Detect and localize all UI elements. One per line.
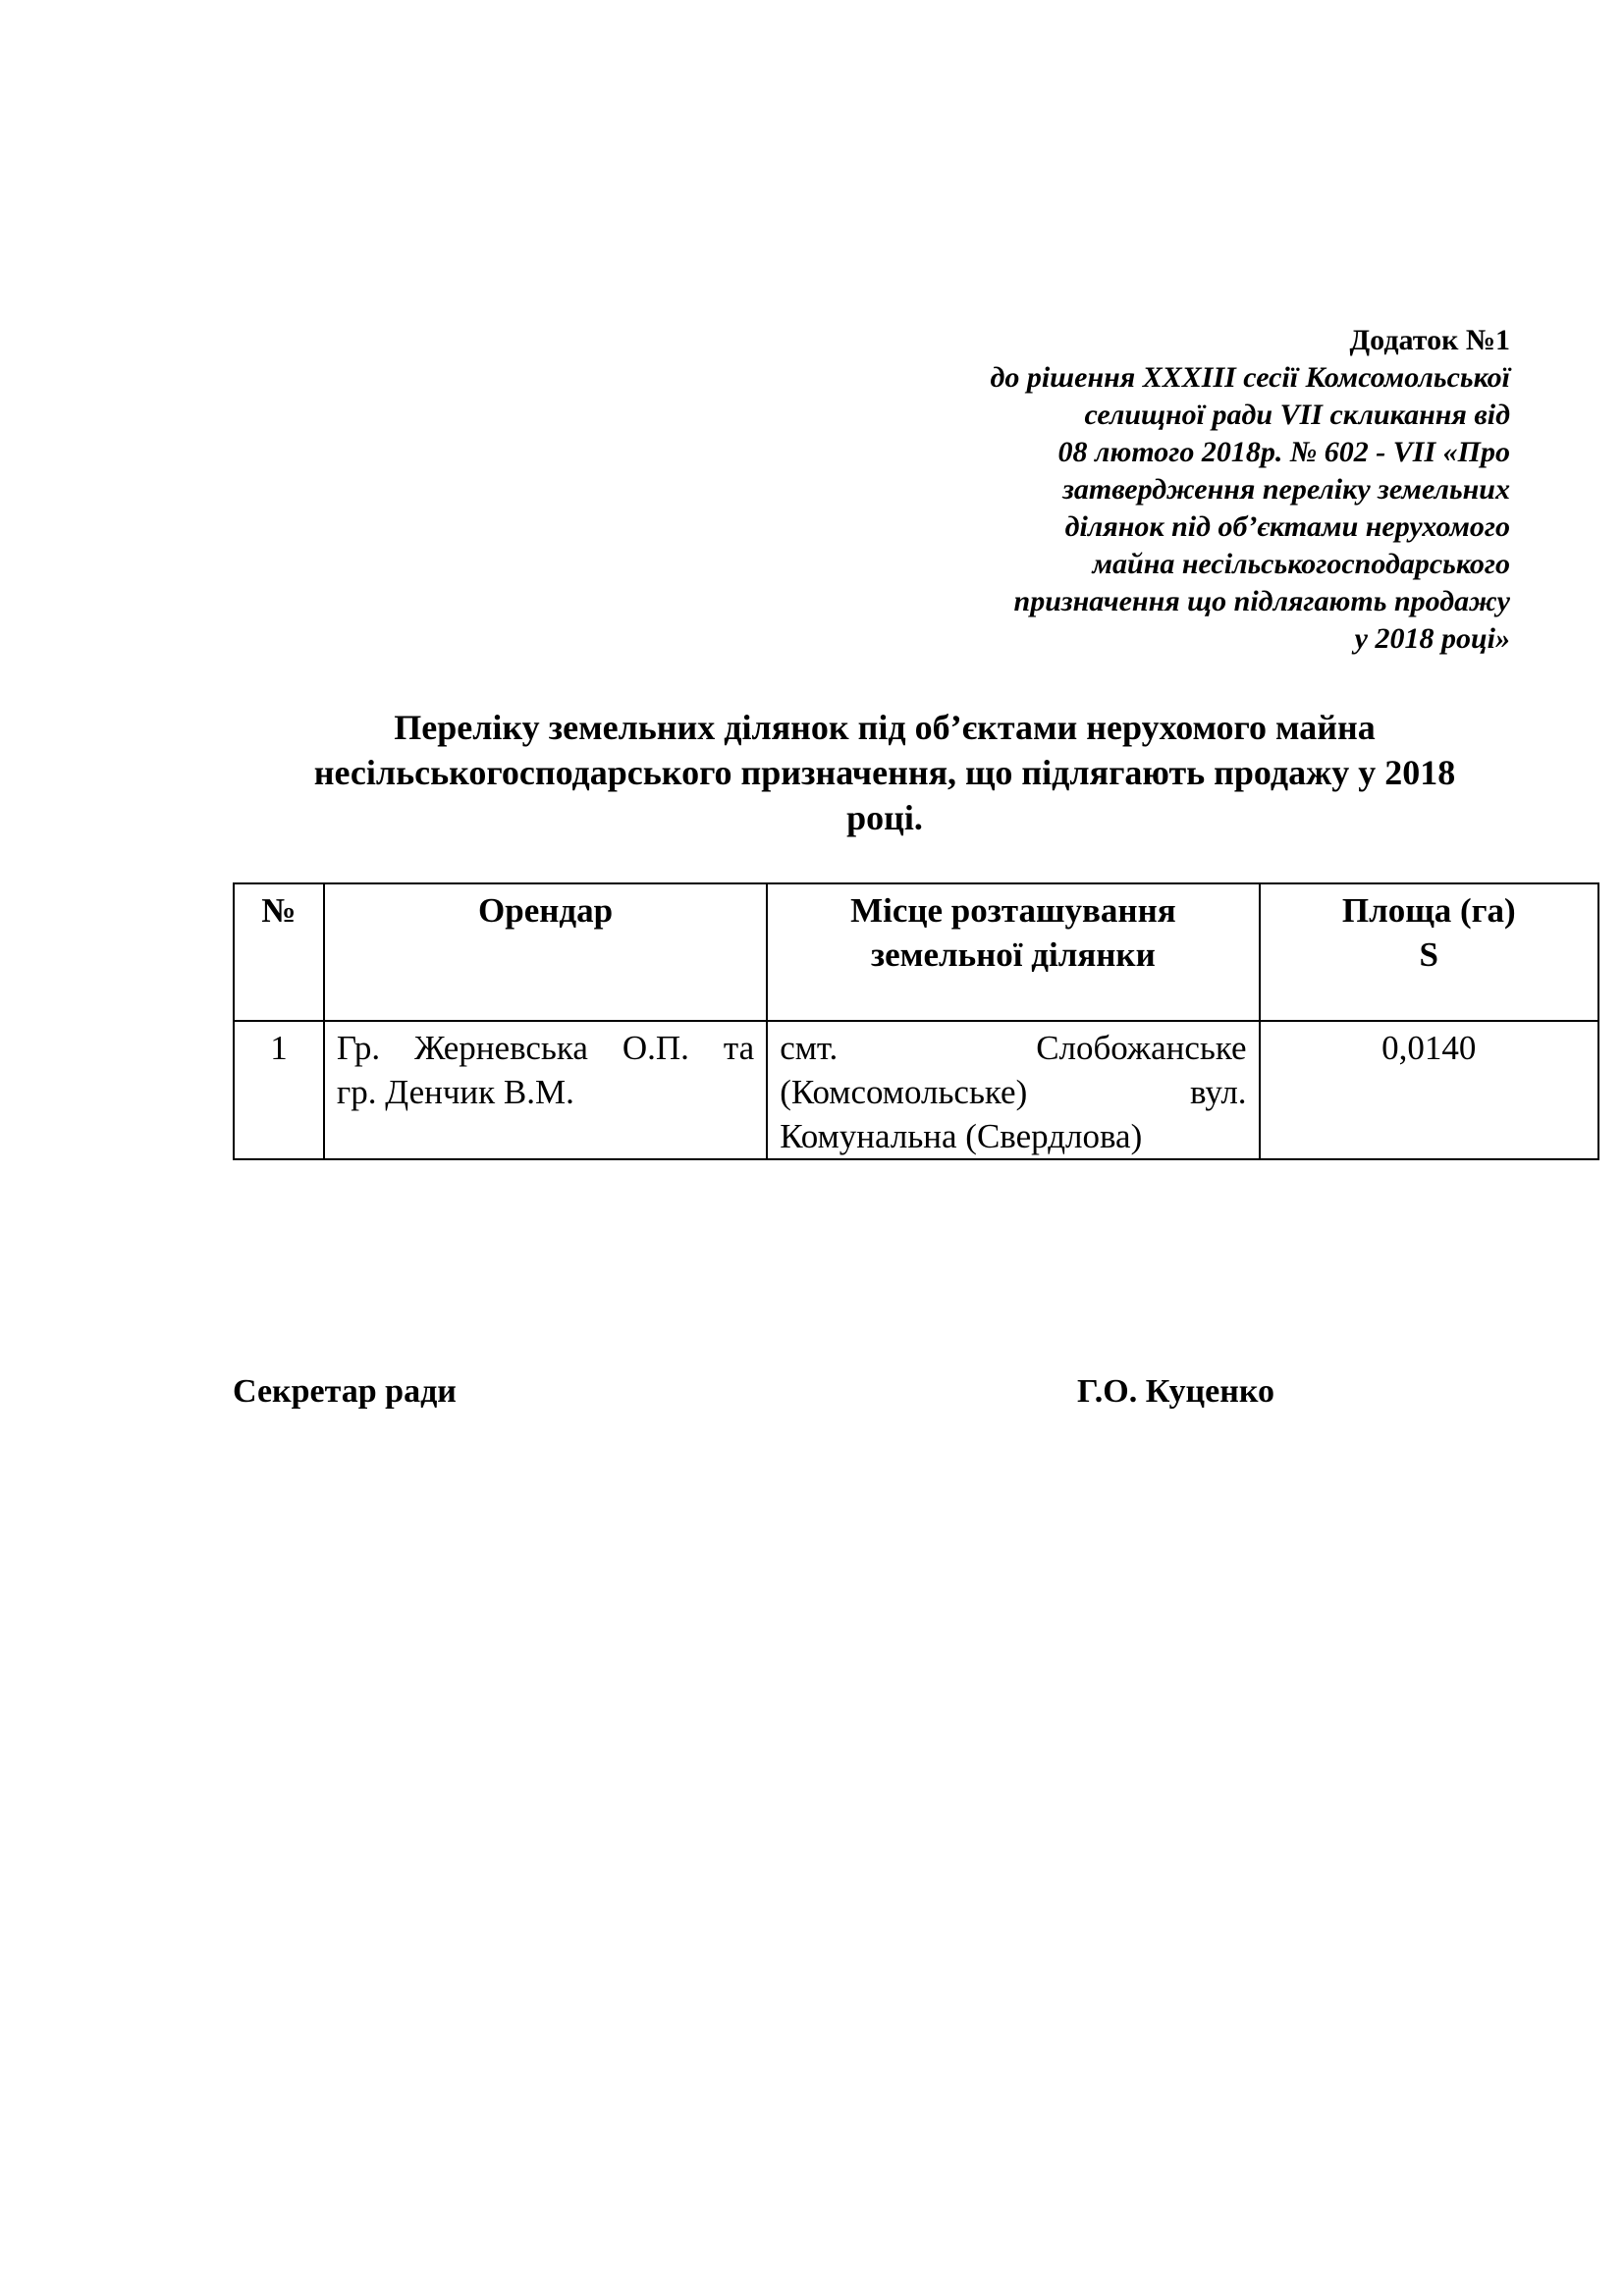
cell-tenant-line: гр. Денчик В.М.	[336, 1073, 574, 1111]
document-title	[216, 705, 1553, 840]
header-area-line: Площа (га)	[1341, 891, 1516, 930]
header-location-line: Місце розташування	[850, 891, 1176, 930]
cell-tenant-line: Гр. Жерневська О.П. та	[336, 1029, 755, 1067]
signature-role: Секретар ради	[233, 1373, 457, 1410]
document-title-line: році.	[846, 798, 923, 837]
document-title-line: Переліку земельних ділянок під об’єктами нерухомого майна	[394, 708, 1376, 747]
annex-line: до рішення XXXIII сесії Комсомольської	[990, 361, 1510, 394]
annex-line: ділянок під об’єктами нерухомого	[1064, 510, 1510, 543]
annex-line: 08 лютого 2018р. № 602 - VII «Про	[1057, 436, 1510, 468]
cell-number: 1	[234, 1021, 324, 1159]
signature-name: Г.О. Куценко	[1077, 1373, 1274, 1410]
table-row	[234, 1021, 1598, 1159]
header-location-line: земельної ділянки	[871, 935, 1156, 974]
land-plots-table	[233, 882, 1599, 1160]
cell-tenant	[324, 1021, 767, 1159]
cell-location	[767, 1021, 1259, 1159]
annex-line: майна несільськогосподарського	[1092, 548, 1510, 580]
annex-line: призначення що підлягають продажу	[1013, 585, 1510, 617]
cell-location-line: Комунальна (Свердлова)	[780, 1117, 1143, 1155]
annex-block	[884, 322, 1510, 658]
annex-line: у 2018 році»	[1354, 622, 1510, 655]
header-area-symbol: S	[1419, 935, 1439, 974]
header-location	[767, 883, 1259, 1021]
annex-line: селищної ради VII скликання від	[1084, 399, 1510, 431]
annex-title: Додаток №1	[1349, 324, 1510, 356]
header-tenant: Орендар	[324, 883, 767, 1021]
cell-area: 0,0140	[1260, 1021, 1598, 1159]
table-header-row	[234, 883, 1598, 1021]
annex-line: затвердження переліку земельних	[1062, 473, 1510, 506]
header-area	[1260, 883, 1598, 1021]
cell-location-line: смт. Слобожанське	[780, 1029, 1247, 1067]
header-number: №	[234, 883, 324, 1021]
document-title-line: несільськогосподарського призначення, що підлягають продажу у 2018	[313, 753, 1456, 792]
cell-location-line: (Комсомольське) вул.	[780, 1073, 1247, 1111]
